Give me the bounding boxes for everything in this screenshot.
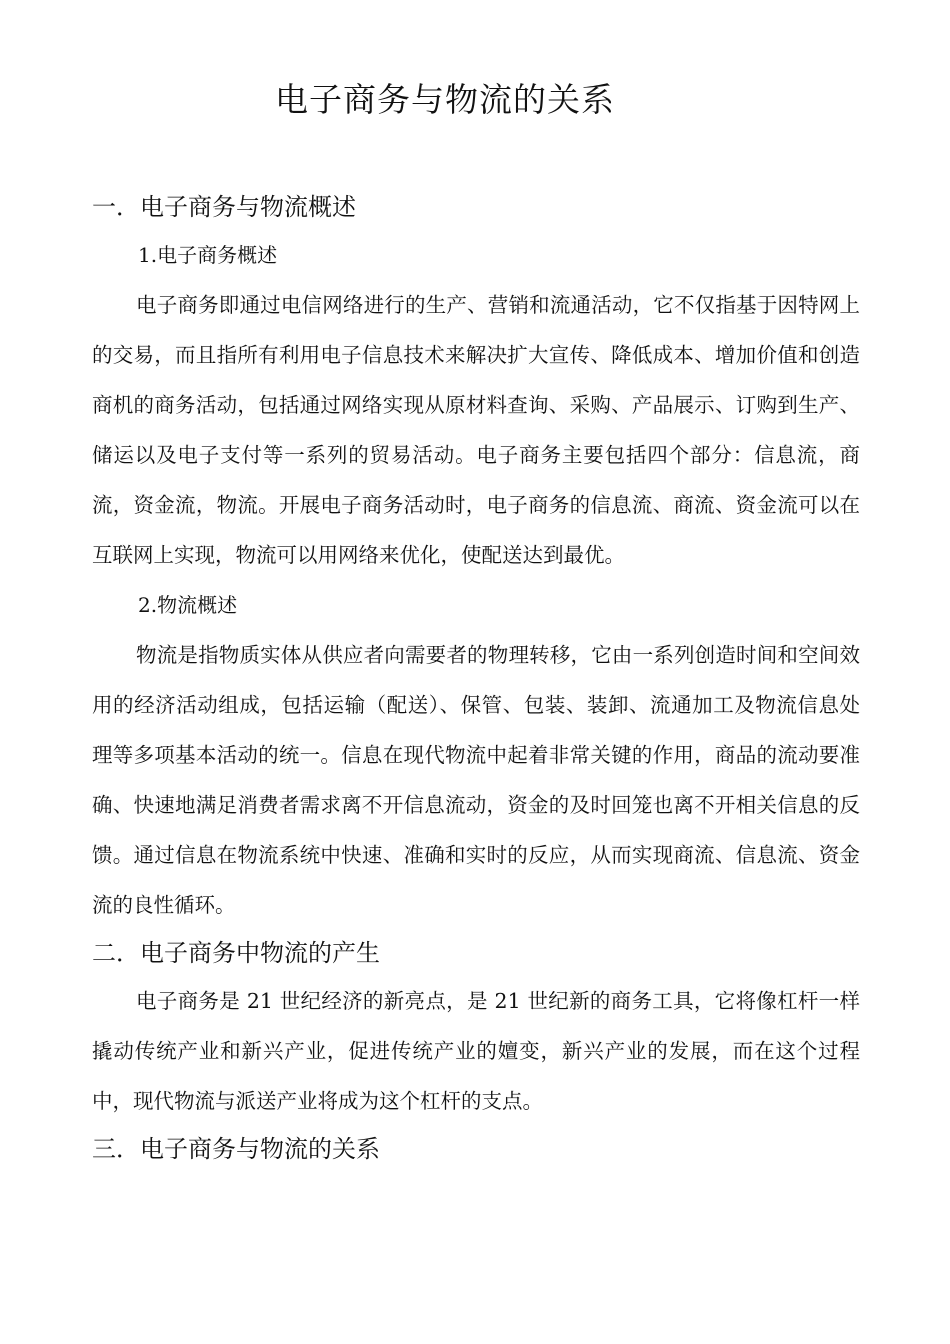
paragraph-logistics-overview: 物流是指物质实体从供应者向需要者的物理转移，它由一系列创造时间和空间效用的经济活动组成，包括运输（配送）、保管、包装、装卸、流通加工及物流信息处理等多项基本活动的统一。信息在现代物流中起着非常关键的作用，商品的流动要准确、快速地满足消费者需求离不开信息流动，资金的及时回笼也离不开相关信息的反馈。通过信息在物流系统中快速、准确和实时的反应，从而实现商流、信息流、资金流的良性循环。 (92, 643, 860, 917)
subsection-heading-1-2: 2.物流概述 (138, 593, 238, 617)
paragraph-logistics-origin: 电子商务是 21 世纪经济的新亮点，是 21 世纪新的商务工具，它将像杠杆一样撬动传统产业和新兴产业，促进传统产业的嬗变，新兴产业的发展，而在这个过程中，现代物流与派送产业将成为这个杠杆的支点。 (92, 989, 860, 1113)
section-heading-3: 三．电子商务与物流的关系 (92, 1135, 380, 1163)
section-heading-1: 一．电子商务与物流概述 (92, 193, 356, 221)
paragraph-ecommerce-overview: 电子商务即通过电信网络进行的生产、营销和流通活动，它不仅指基于因特网上的交易，而且指所有利用电子信息技术来解决扩大宣传、降低成本、增加价值和创造商机的商务活动，包括通过网络实现从原材料查询、采购、产品展示、订购到生产、储运以及电子支付等一系列的贸易活动。电子商务主要包括四个部分：信息流，商流，资金流，物流。开展电子商务活动时，电子商务的信息流、商流、资金流可以在互联网上实现，物流可以用网络来优化，使配送达到最优。 (92, 293, 860, 567)
document-body (92, 184, 860, 1172)
subsection-heading-1-1: 1.电子商务概述 (138, 243, 278, 267)
document-title: 电子商务与物流的关系 (275, 80, 615, 119)
section-heading-2: 二．电子商务中物流的产生 (92, 939, 380, 967)
